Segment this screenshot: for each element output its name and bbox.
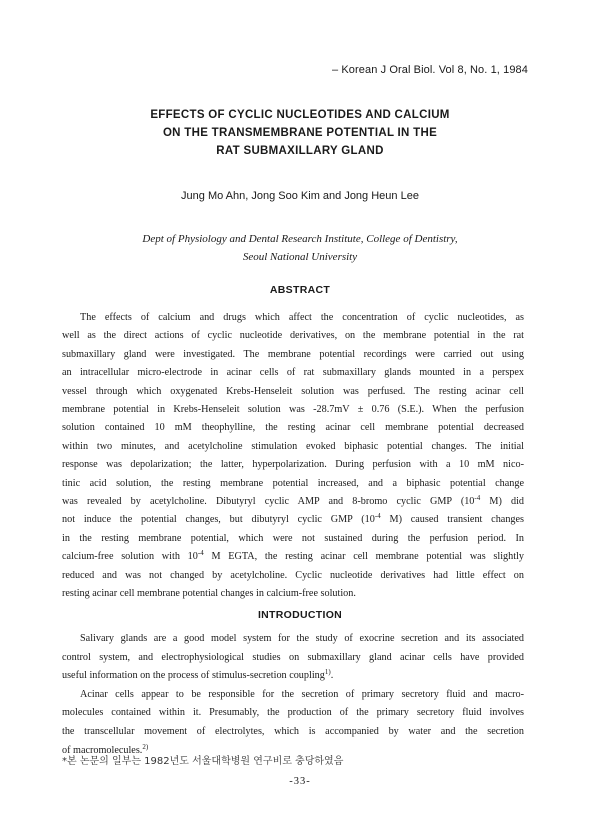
introduction-heading: INTRODUCTION [257, 609, 343, 621]
abstract-line: an intracellular micro-electrode in acinar cells of rat submaxillary glands mounted in a perspex [62, 367, 524, 379]
exponent: -4 [197, 549, 204, 558]
abstract-line [62, 493, 524, 511]
intro-text: of macromolecules. [62, 744, 143, 756]
title-line-1: EFFECTS OF CYCLIC NUCLEOTIDES AND CALCIUM [150, 109, 450, 121]
page-number: -33- [289, 776, 311, 787]
abstract-line: vessel through which oxygenated Krebs-Henseleit solution was perfused. The resting acinar cell [62, 385, 524, 397]
intro-line [62, 667, 524, 686]
intro-line: Acinar cells appear to be responsible for the secretion of primary secretory fluid and macro- [80, 688, 524, 700]
citation: 1) [324, 668, 331, 677]
title-line-3: RAT SUBMAXILLARY GLAND [216, 145, 384, 157]
intro-line: molecules contained within it. Presumably, the production of the primary secretory fluid involves [62, 707, 524, 719]
abstract-line: submaxillary gland were investigated. The membrane potential recordings were carried out using [62, 348, 524, 360]
journal-reference: – Korean J Oral Biol. Vol 8, No. 1, 1984 [331, 64, 528, 76]
abstract-line: well as the direct actions of cyclic nucleotide derivatives, on the membrane potential in the rat [62, 330, 524, 342]
affiliation-line-2: Seoul National University [242, 251, 358, 263]
affiliation [0, 230, 600, 266]
abstract-line: tinic acid solution, the resting membrane potential increased, and a biphasic potential change [62, 477, 524, 489]
title-line-2: ON THE TRANSMEMBRANE POTENTIAL IN THE [162, 127, 438, 139]
abstract-text: not induce the potential changes, but dibutyryl cyclic GMP (10 [62, 514, 375, 526]
intro-text: useful information on the process of stimulus-secretion coupling [62, 670, 325, 682]
introduction-body [62, 630, 524, 760]
abstract-line [62, 548, 524, 566]
abstract-text: M) did [480, 496, 524, 508]
abstract-line: resting acinar cell membrane potential changes in calcium-free solution. [62, 588, 356, 600]
abstract-text: M EGTA, the resting acinar cell membrane potential was slightly [203, 551, 524, 563]
abstract-text: calcium-free solution with 10 [62, 551, 198, 563]
authors: Jung Mo Ahn, Jong Soo Kim and Jong Heun Lee [181, 190, 419, 202]
abstract-line: solution contained 10 mM theophylline, the resting acinar cell membrane potential decreased [62, 422, 524, 434]
abstract-line [62, 511, 524, 529]
exponent: -4 [474, 494, 481, 503]
intro-line: control system, and electrophysiological studies on submaxillary gland acinar cells have provided [62, 651, 524, 663]
intro-line: Salivary glands are a good model system for the study of exocrine secretion and its associated [80, 633, 524, 644]
exponent: -4 [374, 512, 381, 521]
abstract-line: membrane potential in Krebs-Henseleit solution was -28.7mV ± 0.76 (S.E.). When the perfusion [62, 404, 524, 416]
abstract-line: within two minutes, and acetylcholine stimulation evoked biphasic potential changes. The initial [62, 440, 524, 452]
abstract-line: The effects of calcium and drugs which affect the concentration of cyclic nucleotides, as [80, 312, 524, 323]
paper-title [0, 106, 600, 160]
intro-line: the transcellular movement of electrolytes, which is accompanied by water and the secretion [62, 725, 524, 737]
abstract-line: in the resting membrane potential, which were not sustained during the perfusion period. In [62, 532, 524, 544]
intro-text: . [330, 670, 334, 682]
abstract-body [62, 309, 524, 604]
abstract-text: M) caused transient changes [380, 514, 524, 526]
abstract-heading: ABSTRACT [269, 284, 331, 296]
footnote: *본 논문의 일부는 1982년도 서울대학병원 연구비로 충당하였음 [62, 756, 344, 767]
abstract-line: reduced and was not changed by acetylcholine. Cyclic nucleotide derivatives had little effect on [62, 569, 524, 581]
abstract-line: response was depolarization; the latter, hyperpolarization. During perfusion with a 10 mM nico- [62, 459, 524, 471]
affiliation-line-1: Dept of Physiology and Dental Research Institute, College of Dentistry, [142, 233, 458, 245]
abstract-text: was revealed by acetylcholine. Dibutyryl cyclic AMP and 8-bromo cyclic GMP (10 [62, 496, 475, 508]
citation: 2) [142, 742, 149, 751]
